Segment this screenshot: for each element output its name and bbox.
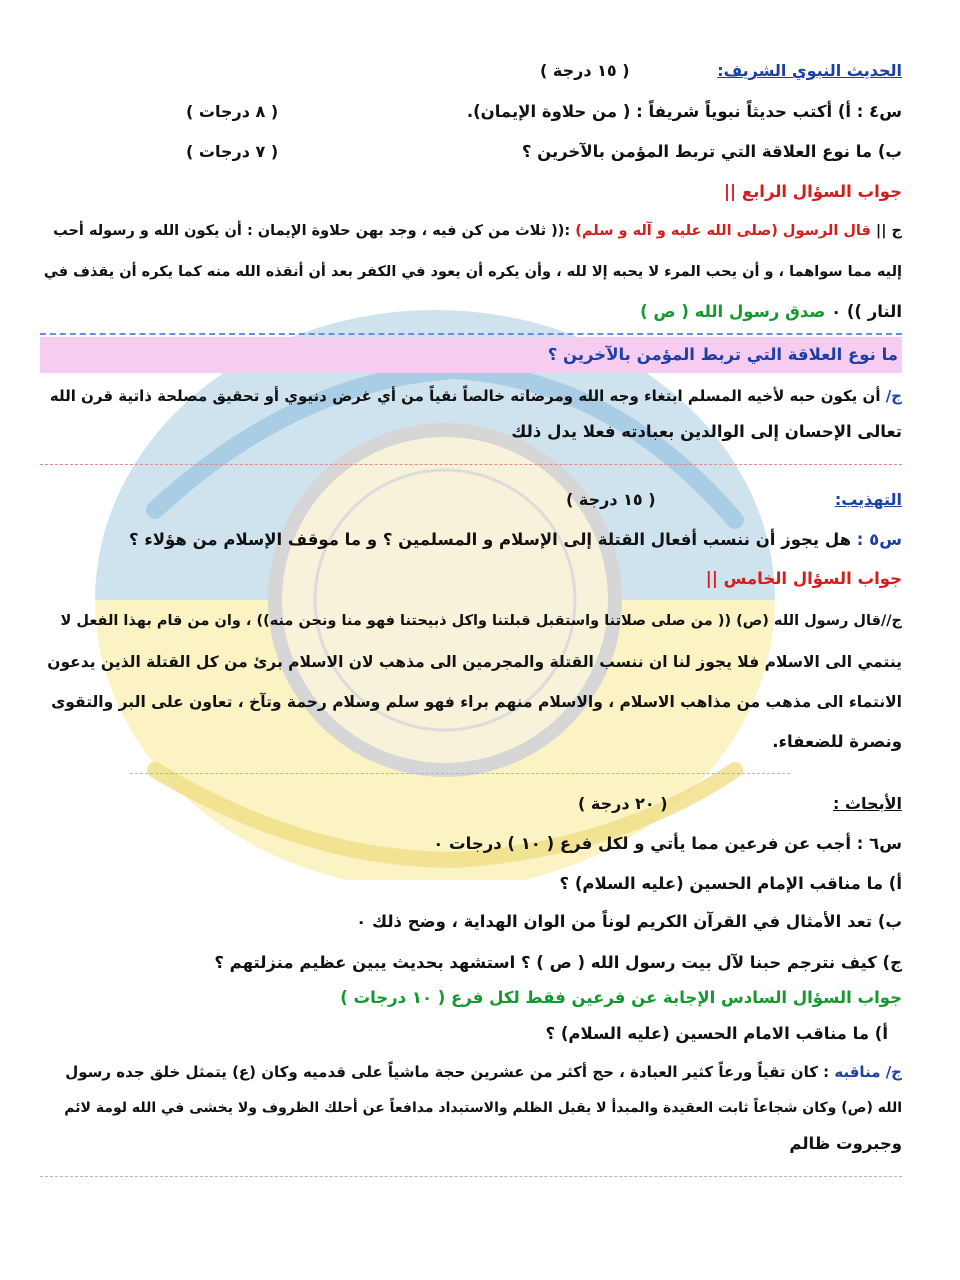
research-total-marks: ( ٢٠ درجة ) bbox=[578, 794, 668, 813]
relation-answer-line1 bbox=[50, 384, 902, 408]
relation-prefix: ج/ bbox=[880, 387, 902, 405]
hadith-heading: الحديث النبوي الشريف: bbox=[717, 61, 902, 80]
answer-line1-rest: :(( ثلاث من كن فيه ، وجد بهن حلاوة الإيمان : أن يكون الله و رسوله أحب bbox=[53, 223, 576, 239]
q4a-text: س٤ : أ) أكتب حديثاً نبوياً شريفاً : ( من حلاوة الإيمان). bbox=[466, 102, 902, 121]
q4b-text: ب) ما نوع العلاقة التي تربط المؤمن بالآخرين ؟ bbox=[521, 142, 902, 161]
research-heading: الأبحاث : bbox=[833, 794, 902, 813]
separator bbox=[130, 773, 790, 774]
q4-answer-line1 bbox=[53, 219, 902, 243]
hadith-total-marks: ( ١٥ درجة ) bbox=[540, 61, 630, 80]
q6-text: س٦ : أجب عن فرعين مما يأتي و لكل فرع ( ١٠ ) درجات ٠ bbox=[433, 834, 902, 853]
answer-prefix: ج || bbox=[870, 223, 902, 239]
relation-answer-line2: تعالى الإحسان إلى الوالدين بعبادته فعلا يدل ذلك bbox=[511, 422, 902, 441]
q4a-marks: ( ٨ درجات ) bbox=[186, 102, 279, 121]
q6-branch-b: ب) تعد الأمثال في القرآن الكريم لوناً من الوان الهداية ، وضح ذلك ٠ bbox=[356, 912, 902, 931]
q6-answer-title: جواب السؤال السادس الإجابة عن فرعين فقط لكل فرع ( ١٠ درجات ) bbox=[340, 988, 902, 1007]
q4-answer-line3 bbox=[640, 300, 902, 324]
relation-question: ما نوع العلاقة التي تربط المؤمن بالآخرين ؟ bbox=[547, 345, 898, 364]
tahdheeb-total-marks: ( ١٥ درجة ) bbox=[566, 490, 656, 509]
ans-label: مناقبه bbox=[834, 1063, 881, 1081]
relation-line1-rest: أن يكون حبه لأخيه المسلم ابتغاء وجه الله ومرضاته خالصاً نقياً من أي غرض دنيوي أو تحقيق مصلحة ذاتية قرن الله bbox=[49, 387, 881, 405]
q5-answer-line3: الانتماء الى مذهب من مذاهب الاسلام ، والاسلام منهم براء فهو سلم وسلام رحمة وتآخ ، تعاون على البر والتقوى bbox=[51, 693, 902, 711]
q6-branch-a: أ) ما مناقب الإمام الحسين (عليه السلام) ؟ bbox=[559, 874, 902, 893]
answer-intro: قال الرسول (صلى الله عليه و آله و سلم) bbox=[575, 223, 871, 239]
separator bbox=[40, 1176, 902, 1177]
q4-answer-title: جواب السؤال الرابع || bbox=[724, 182, 902, 201]
tahdheeb-heading: التهذيب: bbox=[834, 490, 902, 509]
separator bbox=[40, 464, 902, 465]
q4-answer-line2: إليه مما سواهما ، و أن يحب المرء لا يحبه إلا لله ، وأن يكره أن يعود في الكفر بعد أن أنقذه الله منه كما يكره أن يقذف في bbox=[43, 264, 902, 280]
answer-line3-start: النار )) ٠ bbox=[825, 302, 902, 321]
q6-answer-line3: وجبروت ظالم bbox=[789, 1134, 902, 1153]
ans-prefix: ج/ bbox=[880, 1063, 902, 1081]
q5-answer-line2: ينتمي الى الاسلام فلا يجوز لنا ان ننسب القتلة والمجرمين الى مذهب لان الاسلام برئ من كل القتلة الذين يدعون bbox=[47, 653, 902, 671]
q5-text bbox=[129, 528, 902, 552]
separator bbox=[40, 333, 902, 335]
q5-body: هل يجوز أن ننسب أفعال القتلة إلى الإسلام و المسلمين ؟ و ما موقف الإسلام من هؤلاء ؟ bbox=[129, 530, 852, 549]
q6-answer-line2: الله (ص) وكان شجاعاً ثابت العقيدة والمبدأ لا يقبل الظلم والاستبداد مدافعاً عن أحلك الظروف ولا يخشى في الله لومة لائم bbox=[64, 1100, 902, 1116]
q5-answer-title: جواب السؤال الخامس || bbox=[705, 569, 902, 588]
ans-line1-rest: : كان تقياً ورعاً كثير العبادة ، حج أكثر من عشرين حجة ماشياً على قدميه وكان (ع) يتمثل خلق جده رسول bbox=[65, 1063, 835, 1081]
q4b-marks: ( ٧ درجات ) bbox=[186, 142, 279, 161]
q5-answer-line1: ج//قال رسول الله (ص) (( من صلى صلاتنا واستقبل قبلتنا واكل ذبيحتنا فهو منا ونحن منه)) ، وان من قام بهذا الفعل لا bbox=[60, 613, 902, 629]
q6-answer-line1 bbox=[65, 1060, 902, 1084]
q6-sub-question: أ) ما مناقب الامام الحسين (عليه السلام) ؟ bbox=[545, 1024, 888, 1043]
q5-prefix: س٥ : bbox=[851, 530, 902, 549]
q5-answer-line4: ونصرة للضعفاء. bbox=[772, 732, 902, 751]
q6-branch-c: ج) كيف نترجم حبنا لآل بيت رسول الله ( ص ) ؟ استشهد بحديث يبين عظيم منزلتهم ؟ bbox=[214, 953, 902, 972]
answer-line3-end: صدق رسول الله ( ص ) bbox=[640, 302, 826, 321]
